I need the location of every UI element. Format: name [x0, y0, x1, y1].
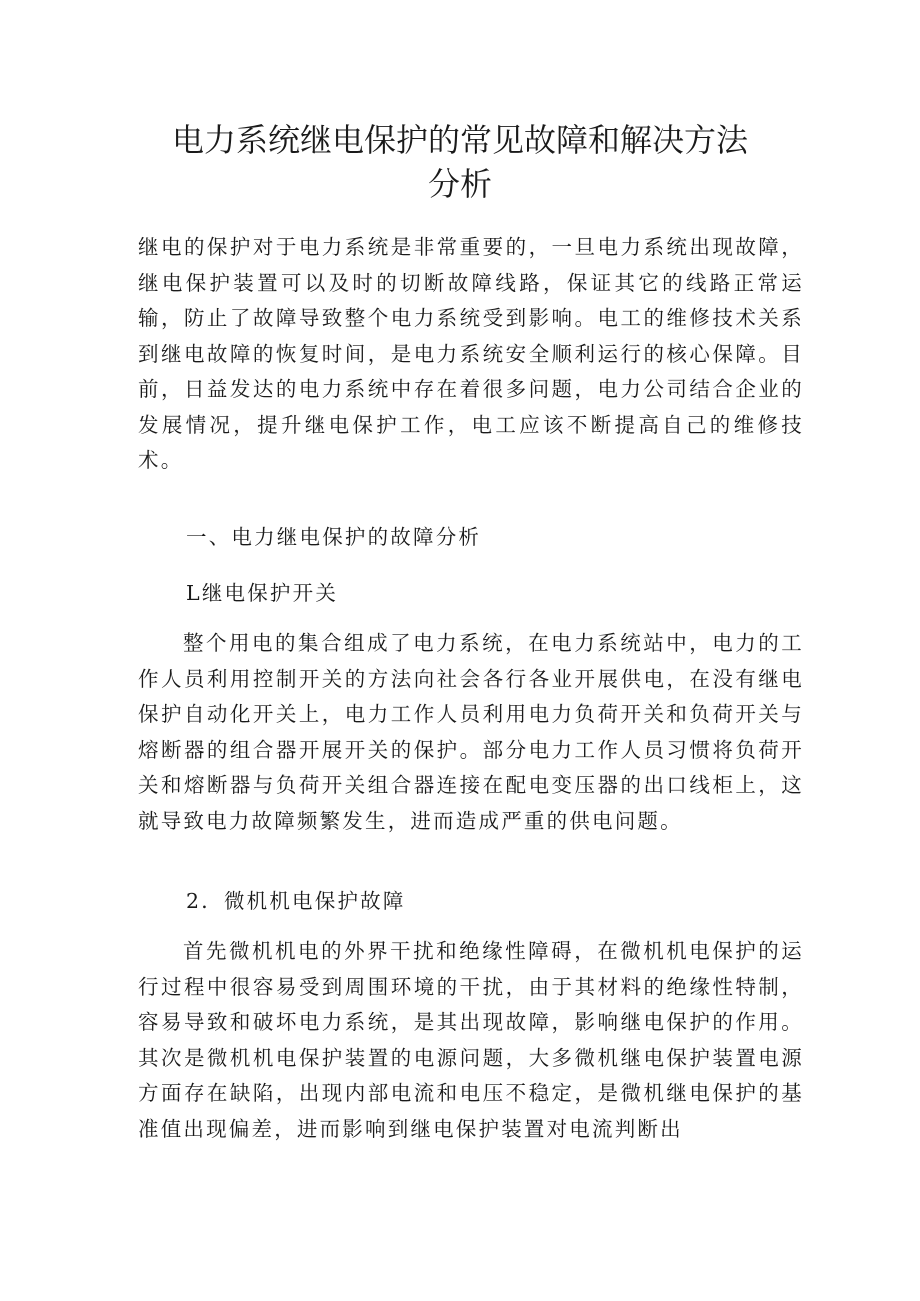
relay-switch-paragraph: 整个用电的集合组成了电力系统，在电力系统站中，电力的工作人员利用控制开关的方法向社会各行各业开展供电，在没有继电保护自动化开关上，电力工作人员利用电力负荷开关和负荷开关与熔断器的组合器开展开关的保护。部分电力工作人员习惯将负荷开关和熔断器与负荷开关组合器连接在配电变压器的出口线柜上，这就导致电力故障频繁发生，进而造成严重的供电问题。: [138, 631, 804, 833]
microcomputer-fault-paragraph: 首先微机机电的外界干扰和绝缘性障碍，在微机机电保护的运行过程中很容易受到周围环境的干扰，由于其材料的绝缘性特制，容易导致和破坏电力系统，是其出现故障，影响继电保护的作用。其次是微机机电保护装置的电源问题，大多微机继电保护装置电源方面存在缺陷，出现内部电流和电压不稳定，是微机继电保护的基准值出现偏差，进而影响到继电保护装置对电流判断出: [138, 939, 804, 1141]
subsection-heading-relay-switch: L继电保护开关: [186, 581, 339, 605]
section-heading-fault-analysis: 一、电力继电保护的故障分析: [186, 525, 482, 549]
document-title-line-1: 电力系统继电保护的常见故障和解决方法: [171, 121, 748, 159]
document-title-line-2: 分析: [427, 165, 492, 203]
subsection-heading-microcomputer-fault: 2．微机机电保护故障: [186, 889, 406, 913]
intro-paragraph: 继电的保护对于电力系统是非常重要的，一旦电力系统出现故障，继电保护装置可以及时的切断故障线路，保证其它的线路正常运输，防止了故障导致整个电力系统受到影响。电工的维修技术关系到继电故障的恢复时间，是电力系统安全顺利运行的核心保障。目前，日益发达的电力系统中存在着很多问题，电力公司结合企业的发展情况，提升继电保护工作，电工应该不断提高自己的维修技术。: [138, 235, 804, 472]
